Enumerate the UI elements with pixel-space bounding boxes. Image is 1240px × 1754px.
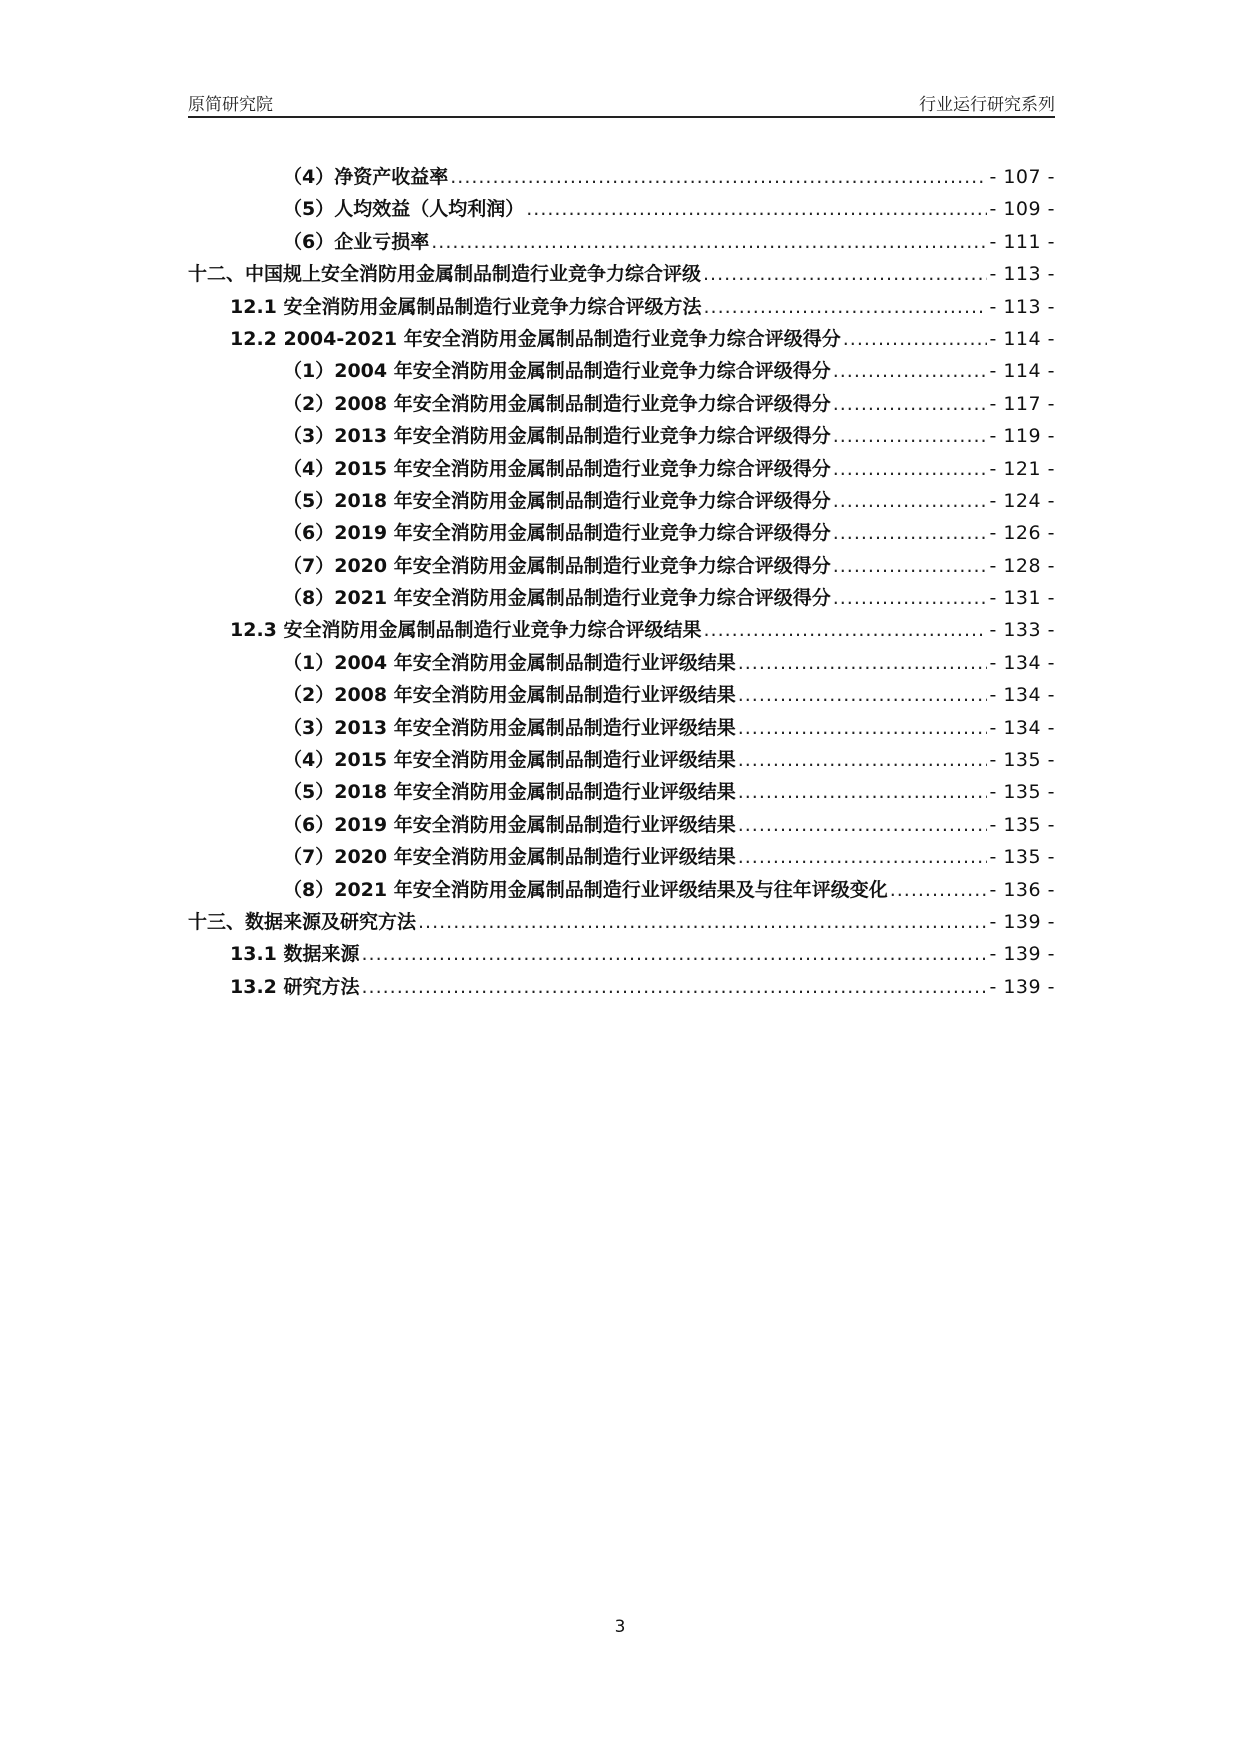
toc-entry-page: - 133 - [989,619,1055,642]
toc-dot-leader [526,198,987,220]
toc-entry-page: - 134 - [989,684,1055,707]
toc-entry[interactable] [188,972,1055,1004]
toc-entry[interactable] [188,227,1055,259]
toc-dot-leader [450,166,987,188]
toc-entry-label: 十二、中国规上安全消防用金属制品制造行业竞争力综合评级 [188,263,702,286]
toc-entry-page: - 131 - [989,587,1055,610]
toc-entry-label: （3）2013 年安全消防用金属制品制造行业评级结果 [283,716,736,739]
toc-entry-page: - 134 - [989,716,1055,739]
toc-entry[interactable] [188,421,1055,453]
toc-entry[interactable] [188,324,1055,356]
toc-entry-label: （1）2004 年安全消防用金属制品制造行业评级结果 [283,651,736,674]
toc-entry-label: 十三、数据来源及研究方法 [188,910,417,933]
toc-entry-page: - 139 - [989,975,1055,998]
toc-entry-page: - 135 - [989,846,1055,869]
toc-entry-label: （4）2015 年安全消防用金属制品制造行业评级结果 [283,749,736,772]
toc-entry[interactable] [188,939,1055,971]
toc-entry[interactable] [188,194,1055,226]
toc-entry-label: （8）2021 年安全消防用金属制品制造行业评级结果及与往年评级变化 [283,878,888,901]
toc-entry-page: - 126 - [989,522,1055,545]
toc-entry-page: - 136 - [989,878,1055,901]
toc-dot-leader [890,879,988,901]
toc-entry[interactable] [188,356,1055,388]
toc-dot-leader [738,684,988,706]
toc-entry-page: - 114 - [989,360,1055,383]
toc-entry[interactable] [188,583,1055,615]
toc-entry-label: 12.3 安全消防用金属制品制造行业竞争力综合评级结果 [230,619,702,642]
toc-dot-leader [738,781,988,803]
toc-dot-leader [431,231,987,253]
toc-entry-label: （3）2013 年安全消防用金属制品制造行业竞争力综合评级得分 [283,425,831,448]
toc-dot-leader [833,393,988,415]
toc-dot-leader [738,846,988,868]
toc-entry-label: （6）2019 年安全消防用金属制品制造行业竞争力综合评级得分 [283,522,831,545]
toc-entry-page: - 107 - [989,166,1055,188]
toc-entry-page: - 113 - [989,263,1055,286]
toc-entry-label: （8）2021 年安全消防用金属制品制造行业竞争力综合评级得分 [283,587,831,610]
page-header [188,88,1055,118]
toc-dot-leader [833,360,988,382]
toc-entry-page: - 109 - [989,198,1055,221]
toc-entry[interactable] [188,292,1055,324]
toc-dot-leader [833,587,988,609]
toc-entry-page: - 111 - [989,230,1055,253]
toc-dot-leader [362,976,988,998]
toc-entry-page: - 135 - [989,781,1055,804]
page-number: 3 [614,1617,626,1637]
toc-entry-label: （5）2018 年安全消防用金属制品制造行业评级结果 [283,781,736,804]
toc-entry[interactable] [188,259,1055,291]
toc-entry-label: （1）2004 年安全消防用金属制品制造行业竞争力综合评级得分 [283,360,831,383]
toc-dot-leader [362,943,988,965]
toc-entry-page: - 135 - [989,749,1055,772]
toc-dot-leader [418,911,987,933]
table-of-contents [188,162,1055,1004]
toc-entry[interactable] [188,745,1055,777]
toc-dot-leader [738,652,988,674]
toc-entry[interactable] [188,810,1055,842]
toc-entry[interactable] [188,615,1055,647]
toc-dot-leader [833,425,988,447]
toc-dot-leader [738,749,988,771]
toc-entry-page: - 139 - [989,943,1055,966]
toc-entry[interactable] [188,777,1055,809]
toc-entry-label: （4）2015 年安全消防用金属制品制造行业竞争力综合评级得分 [283,457,831,480]
toc-dot-leader [704,619,988,641]
toc-entry[interactable] [188,518,1055,550]
toc-entry-page: - 113 - [989,295,1055,318]
toc-entry[interactable] [188,842,1055,874]
toc-entry[interactable] [188,486,1055,518]
toc-dot-leader [843,328,988,350]
toc-dot-leader [833,555,988,577]
toc-entry[interactable] [188,875,1055,907]
toc-dot-leader [833,522,988,544]
toc-entry-page: - 114 - [989,327,1055,350]
toc-entry-label: （7）2020 年安全消防用金属制品制造行业竞争力综合评级得分 [283,554,831,577]
toc-entry-label: 13.2 研究方法 [230,975,360,998]
toc-entry-page: - 119 - [989,425,1055,448]
toc-entry-page: - 117 - [989,392,1055,415]
toc-entry-label: 12.2 2004-2021 年安全消防用金属制品制造行业竞争力综合评级得分 [230,327,841,350]
toc-entry[interactable] [188,162,1055,194]
toc-entry-label: （6）2019 年安全消防用金属制品制造行业评级结果 [283,813,736,836]
toc-entry-label: （5）2018 年安全消防用金属制品制造行业竞争力综合评级得分 [283,489,831,512]
toc-entry-label: （2）2008 年安全消防用金属制品制造行业竞争力综合评级得分 [283,392,831,415]
toc-entry-label: （7）2020 年安全消防用金属制品制造行业评级结果 [283,846,736,869]
toc-entry-page: - 134 - [989,651,1055,674]
toc-entry[interactable] [188,680,1055,712]
toc-entry-label: 13.1 数据来源 [230,943,360,966]
toc-entry-label: （5）人均效益（人均利润） [283,198,525,221]
toc-dot-leader [833,458,988,480]
toc-entry[interactable] [188,454,1055,486]
toc-entry-page: - 135 - [989,813,1055,836]
toc-entry-label: （6）企业亏损率 [283,230,430,253]
toc-entry-page: - 121 - [989,457,1055,480]
toc-entry-label: 12.1 安全消防用金属制品制造行业竞争力综合评级方法 [230,295,702,318]
toc-entry[interactable] [188,907,1055,939]
toc-entry-page: - 128 - [989,554,1055,577]
toc-dot-leader [703,263,987,285]
toc-dot-leader [738,717,988,739]
toc-entry-label: （4）净资产收益率 [283,166,449,188]
toc-entry-label: （2）2008 年安全消防用金属制品制造行业评级结果 [283,684,736,707]
toc-entry[interactable] [188,389,1055,421]
toc-entry[interactable] [188,648,1055,680]
header-publisher: 原简研究院 [188,95,273,115]
toc-entry[interactable] [188,551,1055,583]
toc-dot-leader [704,296,988,318]
toc-entry[interactable] [188,713,1055,745]
toc-entry-page: - 124 - [989,489,1055,512]
toc-dot-leader [833,490,988,512]
toc-dot-leader [738,814,988,836]
header-series: 行业运行研究系列 [919,95,1055,115]
toc-entry-page: - 139 - [989,910,1055,933]
